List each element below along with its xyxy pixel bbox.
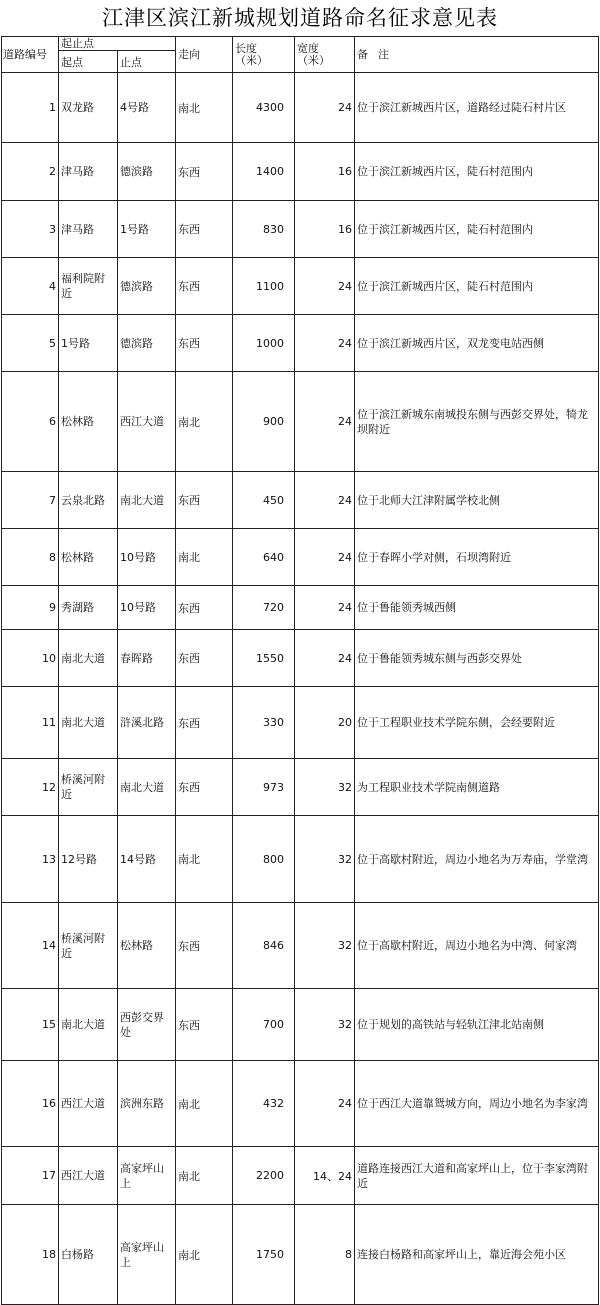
width-cell: 24: [295, 630, 355, 687]
note-cell: 位于滨江新城西片区，陡石村范围内: [355, 201, 599, 258]
end-point-cell: 南北大道: [118, 472, 176, 529]
width-cell: 24: [295, 315, 355, 372]
direction-cell: 南北: [176, 73, 233, 143]
start-point-cell: 西江大道: [59, 1147, 118, 1205]
direction-cell: 东西: [176, 258, 233, 315]
end-point-cell: 浒溪北路: [118, 687, 176, 759]
table-row: [2, 1147, 599, 1205]
length-cell: 330: [233, 687, 295, 759]
length-cell: 4300: [233, 73, 295, 143]
table-row: [2, 903, 599, 989]
end-point-cell: 10号路: [118, 529, 176, 586]
note-cell: 位于滨江新城东南城投东侧与西彭交界处，犄龙坝附近: [355, 372, 599, 472]
road-id-cell: 4: [2, 258, 59, 315]
road-id-cell: 14: [2, 903, 59, 989]
width-cell: 32: [295, 989, 355, 1061]
road-id-cell: 15: [2, 989, 59, 1061]
road-id-cell: 16: [2, 1061, 59, 1147]
length-cell: 846: [233, 903, 295, 989]
direction-cell: 东西: [176, 989, 233, 1061]
start-point-cell: 松林路: [59, 529, 118, 586]
length-cell: 1100: [233, 258, 295, 315]
start-point-cell: 云泉北路: [59, 472, 118, 529]
road-id-cell: 12: [2, 759, 59, 816]
direction-cell: 东西: [176, 143, 233, 201]
note-cell: 位于高歇村附近，周边小地名为中湾、何家湾: [355, 903, 599, 989]
road-id-cell: 6: [2, 372, 59, 472]
start-point-cell: 西江大道: [59, 1061, 118, 1147]
end-point-cell: 西彭交界处: [118, 989, 176, 1061]
start-point-cell: 双龙路: [59, 73, 118, 143]
direction-cell: 南北: [176, 1061, 233, 1147]
end-point-cell: 高家坪山上: [118, 1147, 176, 1205]
direction-cell: 东西: [176, 315, 233, 372]
table-row: [2, 143, 599, 201]
direction-cell: 东西: [176, 687, 233, 759]
note-cell: 位于北师大江津附属学校北侧: [355, 472, 599, 529]
start-point-cell: 南北大道: [59, 989, 118, 1061]
length-cell: 640: [233, 529, 295, 586]
table-row: [2, 687, 599, 759]
direction-cell: 南北: [176, 1147, 233, 1205]
width-cell: 32: [295, 759, 355, 816]
road-id-cell: 17: [2, 1147, 59, 1205]
end-point-cell: 德滨路: [118, 258, 176, 315]
table-row: [2, 586, 599, 630]
length-cell: 1550: [233, 630, 295, 687]
table-row: [2, 816, 599, 903]
width-cell: 14、24: [295, 1147, 355, 1205]
note-cell: 连接白杨路和高家坪山上，靠近海会苑小区: [355, 1205, 599, 1305]
note-cell: 位于滨江新城西片区，陡石村范围内: [355, 143, 599, 201]
end-point-cell: 10号路: [118, 586, 176, 630]
end-point-cell: 德滨路: [118, 143, 176, 201]
length-cell: 1750: [233, 1205, 295, 1305]
end-point-cell: 滨洲东路: [118, 1061, 176, 1147]
road-id-cell: 1: [2, 73, 59, 143]
header-start: 起点: [59, 51, 118, 73]
length-cell: 900: [233, 372, 295, 472]
end-point-cell: 南北大道: [118, 759, 176, 816]
road-id-cell: 9: [2, 586, 59, 630]
start-point-cell: 南北大道: [59, 687, 118, 759]
header-width-text: 宽度 （米）: [297, 41, 330, 67]
note-cell: 位于春晖小学对侧，石坝湾附近: [355, 529, 599, 586]
note-cell: 位于鲁能领秀城东侧与西彭交界处: [355, 630, 599, 687]
width-cell: 24: [295, 73, 355, 143]
table-row: [2, 201, 599, 258]
road-id-cell: 7: [2, 472, 59, 529]
table-row: [2, 630, 599, 687]
end-point-cell: 德滨路: [118, 315, 176, 372]
length-cell: 432: [233, 1061, 295, 1147]
note-cell: 位于高歇村附近，周边小地名为万寿庙，学堂湾: [355, 816, 599, 903]
table-row: [2, 258, 599, 315]
direction-cell: 东西: [176, 903, 233, 989]
end-point-cell: 4号路: [118, 73, 176, 143]
width-cell: 24: [295, 1061, 355, 1147]
length-cell: 1000: [233, 315, 295, 372]
direction-cell: 南北: [176, 1205, 233, 1305]
road-id-cell: 3: [2, 201, 59, 258]
note-cell: 位于滨江新城西片区，道路经过陡石村片区: [355, 73, 599, 143]
header-direction: 走向: [176, 37, 233, 73]
header-length: [233, 37, 295, 73]
road-id-cell: 18: [2, 1205, 59, 1305]
road-id-cell: 11: [2, 687, 59, 759]
direction-cell: 东西: [176, 586, 233, 630]
end-point-cell: 西江大道: [118, 372, 176, 472]
start-point-cell: 12号路: [59, 816, 118, 903]
header-note: 备注: [355, 37, 599, 73]
width-cell: 24: [295, 529, 355, 586]
width-cell: 24: [295, 472, 355, 529]
width-cell: 24: [295, 258, 355, 315]
page-title: 江津区滨江新城规划道路命名征求意见表: [102, 6, 498, 30]
note-cell: 为工程职业技术学院南侧道路: [355, 759, 599, 816]
width-cell: 8: [295, 1205, 355, 1305]
start-point-cell: 1号路: [59, 315, 118, 372]
end-point-cell: 14号路: [118, 816, 176, 903]
direction-cell: 东西: [176, 472, 233, 529]
length-cell: 700: [233, 989, 295, 1061]
road-naming-table: [1, 36, 599, 1305]
start-point-cell: 南北大道: [59, 630, 118, 687]
width-cell: 32: [295, 816, 355, 903]
start-point-cell: 秀湖路: [59, 586, 118, 630]
note-cell: 位于鲁能领秀城西侧: [355, 586, 599, 630]
table-row: [2, 372, 599, 472]
length-cell: 2200: [233, 1147, 295, 1205]
start-point-cell: 津马路: [59, 201, 118, 258]
length-cell: 973: [233, 759, 295, 816]
direction-cell: 南北: [176, 372, 233, 472]
length-cell: 1400: [233, 143, 295, 201]
length-cell: 720: [233, 586, 295, 630]
table-row: [2, 472, 599, 529]
table-row: [2, 1061, 599, 1147]
header-length-text: 长度 （米）: [235, 41, 268, 67]
table-row: [2, 759, 599, 816]
width-cell: 24: [295, 586, 355, 630]
header-width: [295, 37, 355, 73]
start-point-cell: 松林路: [59, 372, 118, 472]
header-range: 起止点: [59, 37, 176, 51]
road-id-cell: 2: [2, 143, 59, 201]
road-id-cell: 8: [2, 529, 59, 586]
length-cell: 830: [233, 201, 295, 258]
table-row: [2, 315, 599, 372]
direction-cell: 南北: [176, 816, 233, 903]
road-id-cell: 5: [2, 315, 59, 372]
road-id-cell: 10: [2, 630, 59, 687]
length-cell: 450: [233, 472, 295, 529]
note-cell: 位于规划的高铁站与轻轨江津北站南侧: [355, 989, 599, 1061]
direction-cell: 东西: [176, 759, 233, 816]
note-cell: 位于滨江新城西片区，陡石村范围内: [355, 258, 599, 315]
header-end: 止点: [118, 51, 176, 73]
end-point-cell: 松林路: [118, 903, 176, 989]
start-point-cell: 桥溪河附近: [59, 903, 118, 989]
width-cell: 16: [295, 201, 355, 258]
length-cell: 800: [233, 816, 295, 903]
table-row: [2, 1205, 599, 1305]
width-cell: 24: [295, 372, 355, 472]
note-cell: 位于工程职业技术学院东侧，会经要附近: [355, 687, 599, 759]
direction-cell: 东西: [176, 630, 233, 687]
start-point-cell: 桥溪河附近: [59, 759, 118, 816]
width-cell: 16: [295, 143, 355, 201]
width-cell: 20: [295, 687, 355, 759]
table-row: [2, 989, 599, 1061]
start-point-cell: 福利院附近: [59, 258, 118, 315]
width-cell: 32: [295, 903, 355, 989]
note-cell: 位于西江大道靠鸳城方向，周边小地名为李家湾: [355, 1061, 599, 1147]
end-point-cell: 春晖路: [118, 630, 176, 687]
header-row: [2, 37, 599, 51]
table-row: [2, 529, 599, 586]
direction-cell: 东西: [176, 201, 233, 258]
start-point-cell: 津马路: [59, 143, 118, 201]
end-point-cell: 1号路: [118, 201, 176, 258]
end-point-cell: 高家坪山上: [118, 1205, 176, 1305]
header-road-id: 道路编号: [2, 37, 59, 73]
road-id-cell: 13: [2, 816, 59, 903]
start-point-cell: 白杨路: [59, 1205, 118, 1305]
note-cell: 道路连接西江大道和高家坪山上，位于李家湾附近: [355, 1147, 599, 1205]
table-row: [2, 73, 599, 143]
note-cell: 位于滨江新城西片区，双龙变电站西侧: [355, 315, 599, 372]
direction-cell: 南北: [176, 529, 233, 586]
